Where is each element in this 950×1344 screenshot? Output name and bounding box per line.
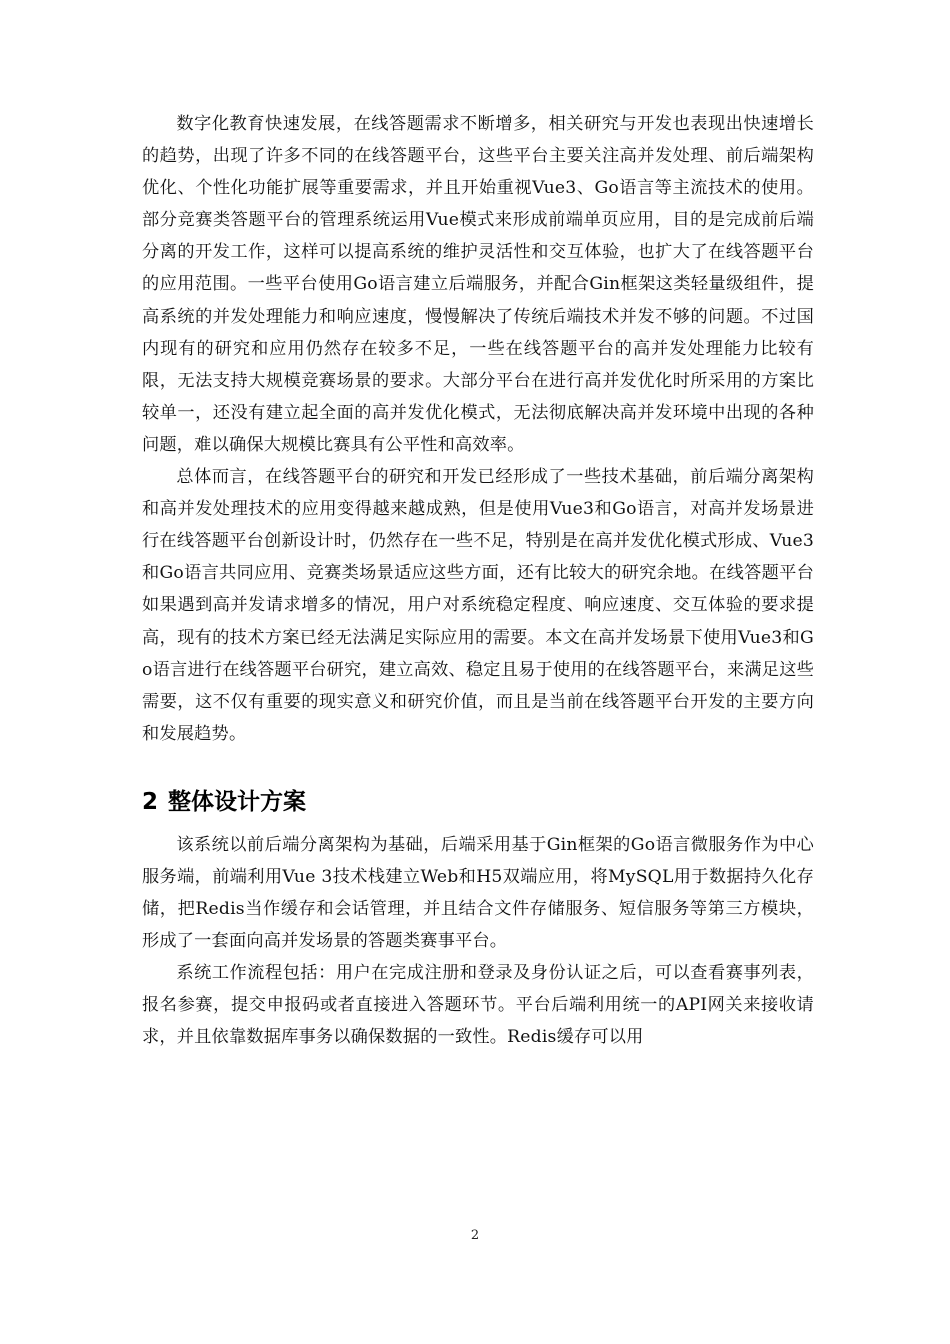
body-paragraph: 系统工作流程包括：用户在完成注册和登录及身份认证之后，可以查看赛事列表，报名参赛，提交申报码或者直接进入答题环节。平台后端利用统一的API网关来接收请求，并且依靠数据库事务以确保数据的一致性。Redis缓存可以用 xyxy=(142,963,814,1048)
page-body xyxy=(142,108,814,1054)
section-number: 2 xyxy=(142,788,159,815)
body-paragraph: 总体而言，在线答题平台的研究和开发已经形成了一些技术基础，前后端分离架构和高并发处理技术的应用变得越来越成熟，但是使用Vue3和Go语言，对高并发场景进行在线答题平台创新设计时，仍然存在一些不足，特别是在高并发优化模式形成、Vue3和Go语言共同应用、竞赛类场景适应这些方面，还有比较大的研究余地。在线答题平台如果遇到高并发请求增多的情况，用户对系统稳定程度、响应速度、交互体验的要求提高，现有的技术方案已经无法满足实际应用的需要。本文在高并发场景下使用Vue3和Go语言进行在线答题平台研究，建立高效、稳定且易于使用的在线答题平台，来满足这些需要，这不仅有重要的现实意义和研究价值，而且是当前在线答题平台开发的主要方向和发展趋势。 xyxy=(142,467,814,744)
section-title: 整体设计方案 xyxy=(168,788,307,815)
body-paragraph: 该系统以前后端分离架构为基础，后端采用基于Gin框架的Go语言微服务作为中心服务端，前端利用Vue 3技术栈建立Web和H5双端应用，将MySQL用于数据持久化存储，把Redis当作缓存和会话管理，并且结合文件存储服务、短信服务等第三方模块，形成了一套面向高并发场景的答题类赛事平台。 xyxy=(142,834,814,952)
body-paragraph: 数字化教育快速发展，在线答题需求不断增多，相关研究与开发也表现出快速增长的趋势，出现了许多不同的在线答题平台，这些平台主要关注高并发处理、前后端架构优化、个性化功能扩展等重要需求，并且开始重视Vue3、Go语言等主流技术的使用。部分竞赛类答题平台的管理系统运用Vue模式来形成前端单页应用，目的是完成前后端分离的开发工作，这样可以提高系统的维护灵活性和交互体验，也扩大了在线答题平台的应用范围。一些平台使用Go语言建立后端服务，并配合Gin框架这类轻量级组件，提高系统的并发处理能力和响应速度，慢慢解决了传统后端技术并发不够的问题。不过国内现有的研究和应用仍然存在较多不足，一些在线答题平台的高并发处理能力比较有限，无法支持大规模竞赛场景的要求。大部分平台在进行高并发优化时所采用的方案比较单一，还没有建立起全面的高并发优化模式，无法彻底解决高并发环境中出现的各种问题，难以确保大规模比赛具有公平性和高效率。 xyxy=(142,114,814,455)
page-number: 2 xyxy=(470,1228,480,1243)
section-heading xyxy=(142,780,814,824)
